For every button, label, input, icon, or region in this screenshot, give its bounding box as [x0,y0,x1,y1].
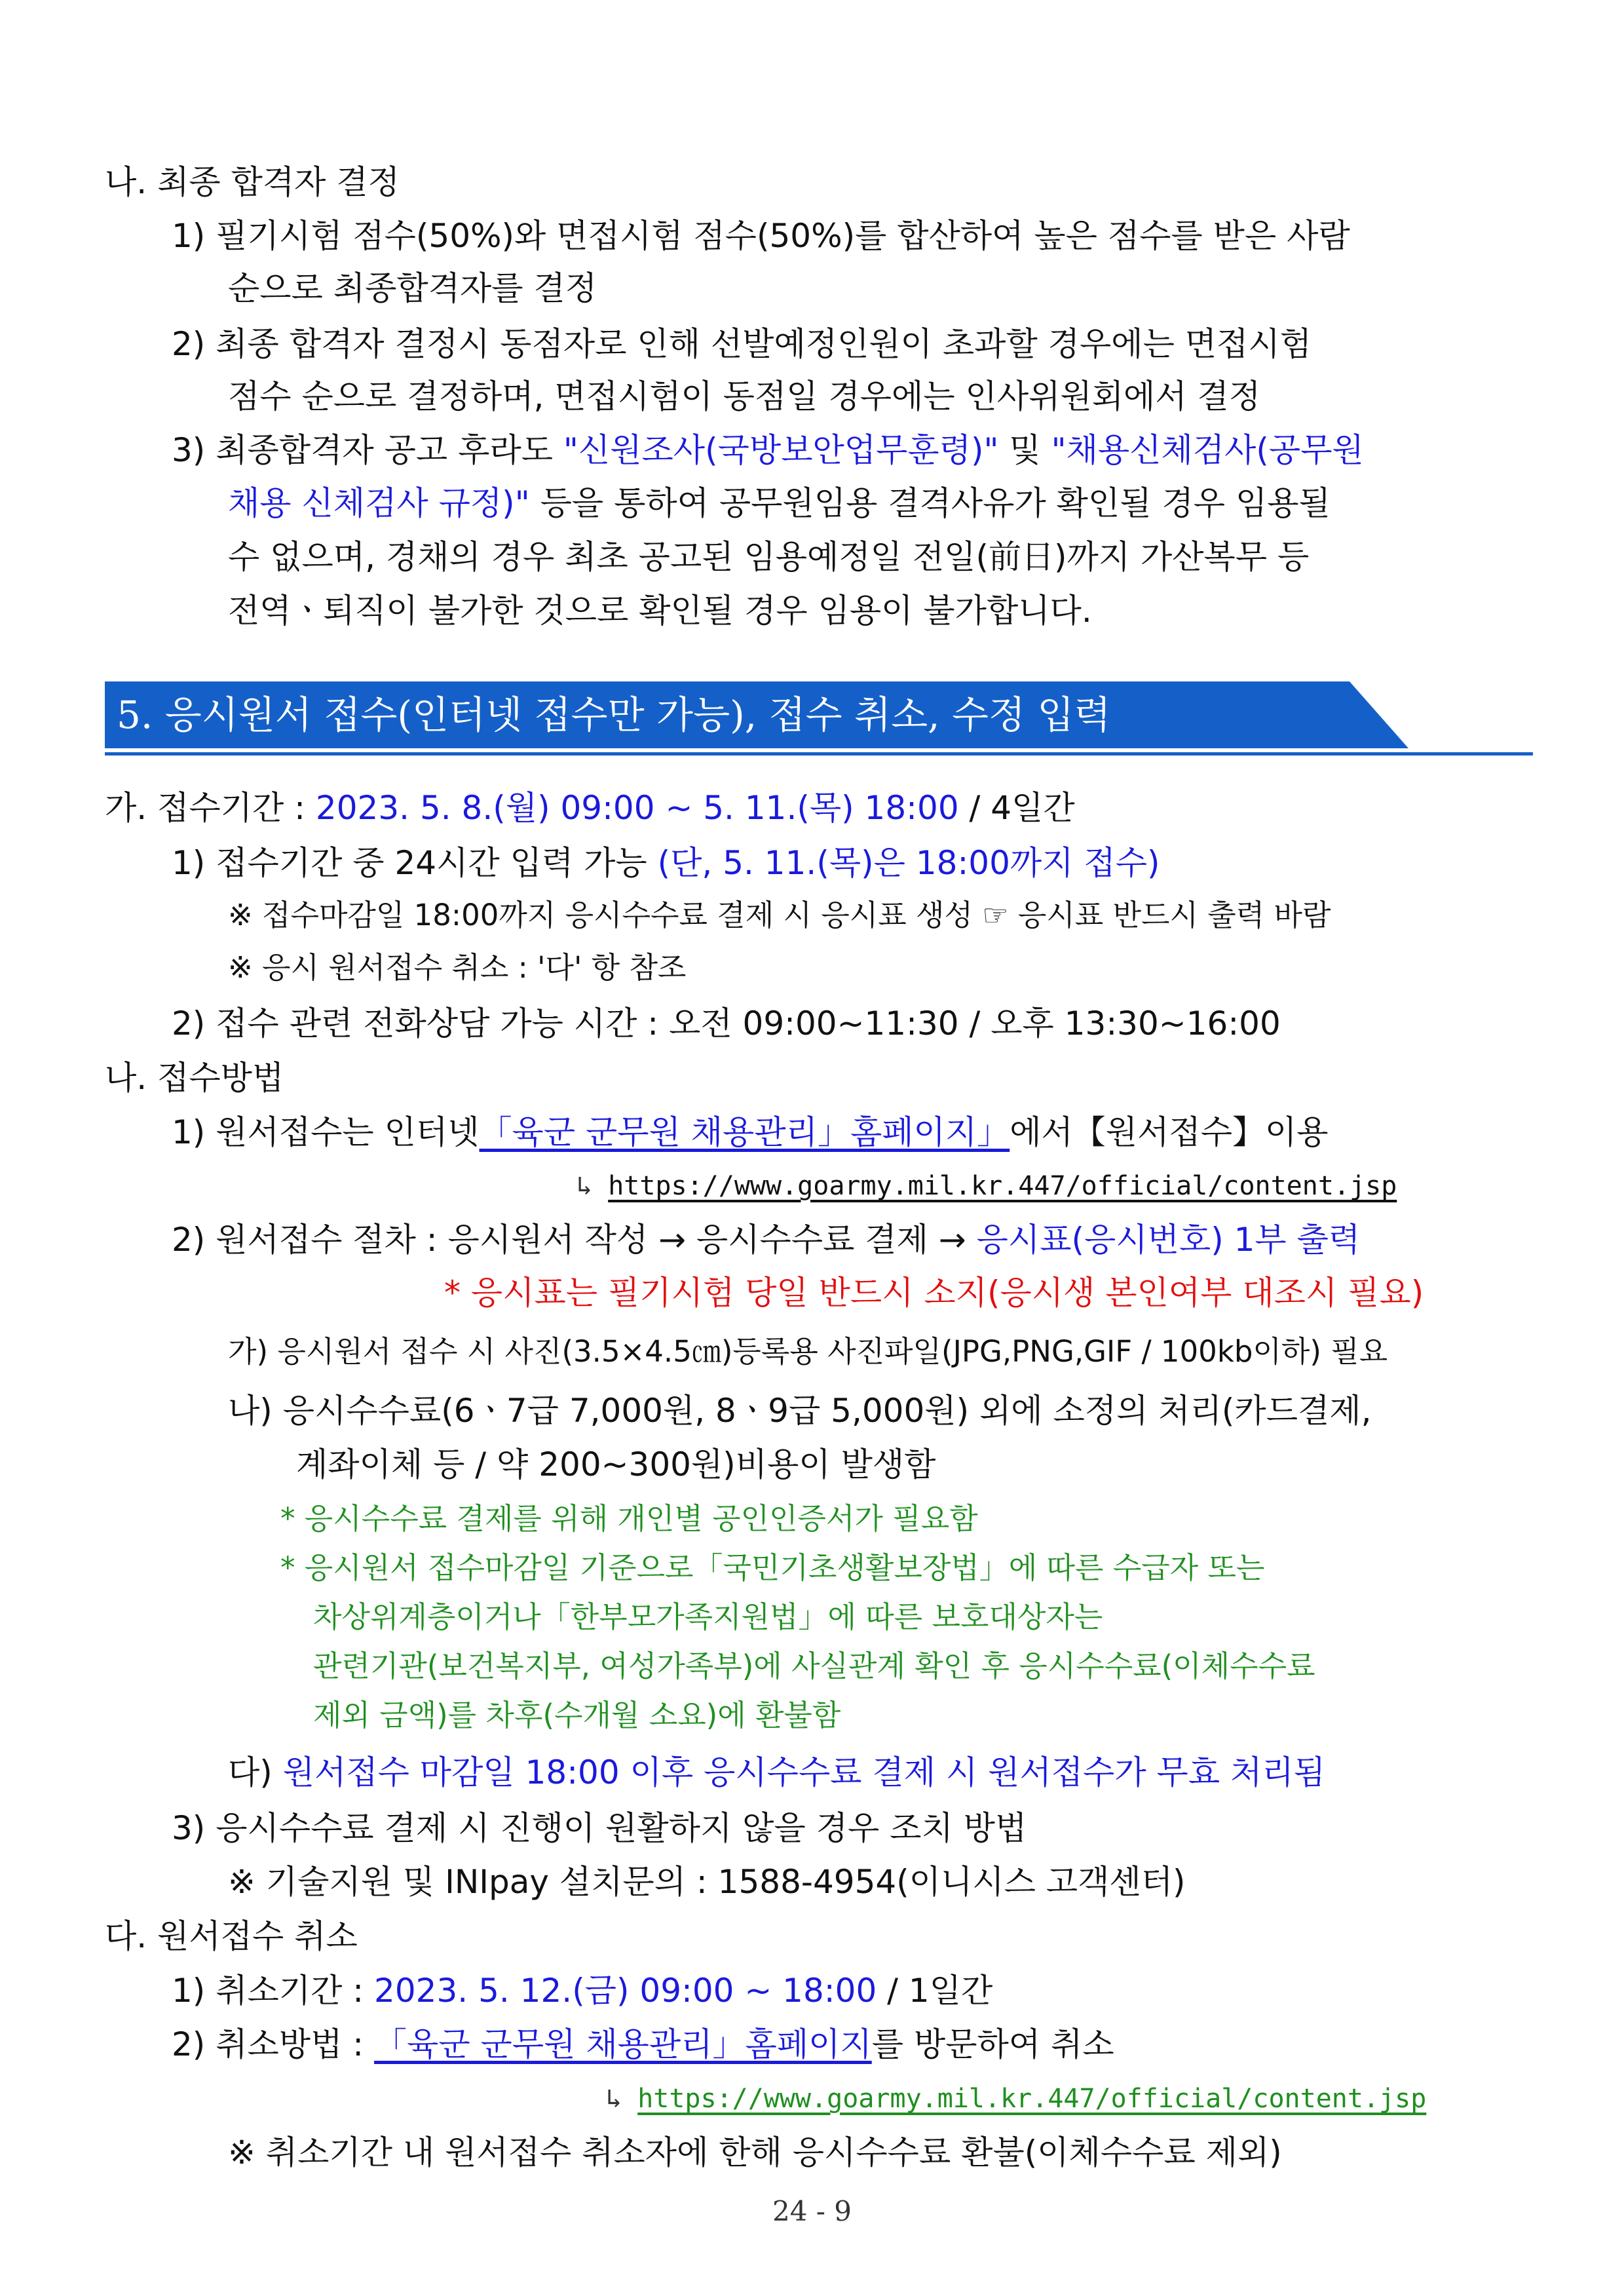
period-label: 가. 접수기간 : [105,789,316,827]
cancel-homepage-link[interactable]: 「육군 군무원 채용관리」홈페이지 [374,2025,872,2063]
cancel-method-label: 2) 취소방법 : [172,2025,375,2063]
cancel-period-dates: 2023. 5. 12.(금) 09:00 ~ 18:00 [374,1972,877,2010]
method-sub-na-line2: 계좌이체 등 / 약 200~300원)비용이 발생함 [296,1445,936,1483]
cancel-url-link[interactable]: https://www.goarmy.mil.kr.447/official/content.jsp [637,2084,1427,2114]
section-5-rule [105,752,1533,756]
ticket-required-note: * 응시표는 필기시험 당일 반드시 소지(응시생 본인여부 대조시 필요) [444,1274,1424,1312]
final-item-3-text-e: 등을 통하여 공무원임용 결격사유가 확인될 경우 임용될 [529,484,1331,522]
cancel-period-label: 1) 취소기간 : [172,1972,375,2010]
method-item-3: 3) 응시수수료 결제 시 진행이 원활하지 않을 경우 조치 방법 [172,1809,1027,1847]
method-url-line [576,1163,1397,1209]
period-item-1 [172,840,1160,886]
refund-note-line2: 차상위계층이거나「한부모가족지원법」에 따른 보호대상자는 [313,1599,1103,1634]
period-dates: 2023. 5. 8.(월) 09:00 ~ 5. 11.(목) 18:00 [315,789,959,827]
method-sub-na-line1: 나) 응시수수료(6ㆍ7급 7,000원, 8ㆍ9급 5,000원) 외에 소정의 처리(카드결제, [228,1392,1372,1430]
method-sub-da [228,1750,1325,1795]
final-item-1-line1: 1) 필기시험 점수(50%)와 면접시험 점수(50%)를 합산하여 높은 점수를 받은 사람 [172,217,1350,255]
section-5-title: 5. 응시원서 접수(인터넷 접수만 가능), 접수 취소, 수정 입력 [117,693,1111,737]
final-item-1-line2: 순으로 최종합격자를 결정 [228,269,597,307]
tech-support-note: ※ 기술지원 및 INIpay 설치문의 : 1588-4954(이니시스 고객센터) [228,1863,1186,1901]
heading-final-decision: 나. 최종 합격자 결정 [105,163,400,201]
period-note-2: ※ 응시 원서접수 취소 : '다' 항 참조 [228,950,687,985]
final-item-3-line1 [172,427,1364,473]
cancel-item-2 [172,2021,1114,2067]
method-sub-da-label: 다) [228,1753,283,1791]
cancel-period-duration: / 1일간 [877,1972,993,2010]
cancel-item-1 [172,1968,992,2014]
method-item-2-print: 응시표(응시번호) 1부 출력 [976,1221,1361,1259]
heading-application-method: 나. 접수방법 [105,1059,284,1097]
heading-application-period [105,785,1075,831]
final-item-2-line1: 2) 최종 합격자 결정시 동점자로 인해 선발예정인원이 초과할 경우에는 면접시험 [172,325,1312,363]
final-item-3-text-c: 및 [998,431,1051,469]
physical-exam-ref-a: "채용신체검사(공무원 [1051,431,1364,469]
final-item-3-line2 [228,480,1331,526]
cancel-url-line [606,2076,1426,2122]
refund-note-line3: 관련기관(보건복지부, 여성가족부)에 사실관계 확인 후 응시수수료(이체수수료 [313,1649,1315,1683]
final-item-2-line2: 점수 순으로 결정하며, 면접시험이 동점일 경우에는 인사위원회에서 결정 [228,377,1261,415]
refund-note-line1: * 응시원서 접수마감일 기준으로「국민기초생활보장법」에 따른 수급자 또는 [280,1550,1265,1585]
method-sub-ga: 가) 응시원서 접수 시 사진(3.5×4.5㎝)등록용 사진파일(JPG,PNG,GIF / 100kb이하) 필요 [228,1334,1388,1369]
heading-cancellation: 다. 원서접수 취소 [105,1917,358,1955]
late-payment-warning: 원서접수 마감일 18:00 이후 응시수수료 결제 시 원서접수가 무효 처리됨 [282,1753,1325,1791]
period-note-1: ※ 접수마감일 18:00까지 응시수수료 결제 시 응시표 생성 ☞ 응시표 반드시 출력 바람 [228,898,1331,932]
recruitment-homepage-link[interactable]: 「육군 군무원 채용관리」홈페이지」 [479,1113,1010,1151]
period-item-2: 2) 접수 관련 전화상담 가능 시간 : 오전 09:00~11:30 / 오후 13:30~16:00 [172,1004,1281,1043]
page-number: 24 - 9 [772,2195,852,2227]
method-item-2 [172,1217,1360,1263]
cancel-refund-note: ※ 취소기간 내 원서접수 취소자에 한해 응시수수료 환불(이체수수료 제외) [228,2133,1282,2172]
method-item-1-text-a: 1) 원서접수는 인터넷 [172,1113,480,1151]
final-item-3-line4: 전역ㆍ퇴직이 불가한 것으로 확인될 경우 임용이 불가합니다. [228,592,1092,630]
refund-note-line4: 제외 금액)를 차후(수개월 소요)에 환불함 [313,1698,841,1732]
method-item-1-text-c: 에서【원서접수】이용 [1010,1113,1329,1151]
security-check-ref: "신원조사(국방보안업무훈령)" [563,431,999,469]
return-arrow-icon: ↳ [576,1171,593,1201]
period-item-1-text: 1) 접수기간 중 24시간 입력 가능 [172,844,658,882]
period-item-1-deadline: (단, 5. 11.(목)은 18:00까지 접수) [657,844,1160,882]
physical-exam-ref-b: 채용 신체검사 규정)" [228,484,530,522]
period-duration: / 4일간 [958,789,1075,827]
method-item-1 [172,1109,1329,1155]
cert-required-note: * 응시수수료 결제를 위해 개인별 공인인증서가 필요함 [280,1501,978,1536]
method-url-link[interactable]: https://www.goarmy.mil.kr.447/official/content.jsp [608,1171,1397,1201]
return-arrow-icon: ↳ [606,2084,622,2114]
final-item-3-line3: 수 없으며, 경채의 경우 최초 공고된 임용예정일 전일(前日)까지 가산복무 등 [228,538,1310,576]
cancel-method-text: 를 방문하여 취소 [871,2025,1114,2063]
final-item-3-text-a: 3) 최종합격자 공고 후라도 [172,431,563,469]
method-item-2-text: 2) 원서접수 절차 : 응시원서 작성 → 응시수수료 결제 → [172,1221,977,1259]
